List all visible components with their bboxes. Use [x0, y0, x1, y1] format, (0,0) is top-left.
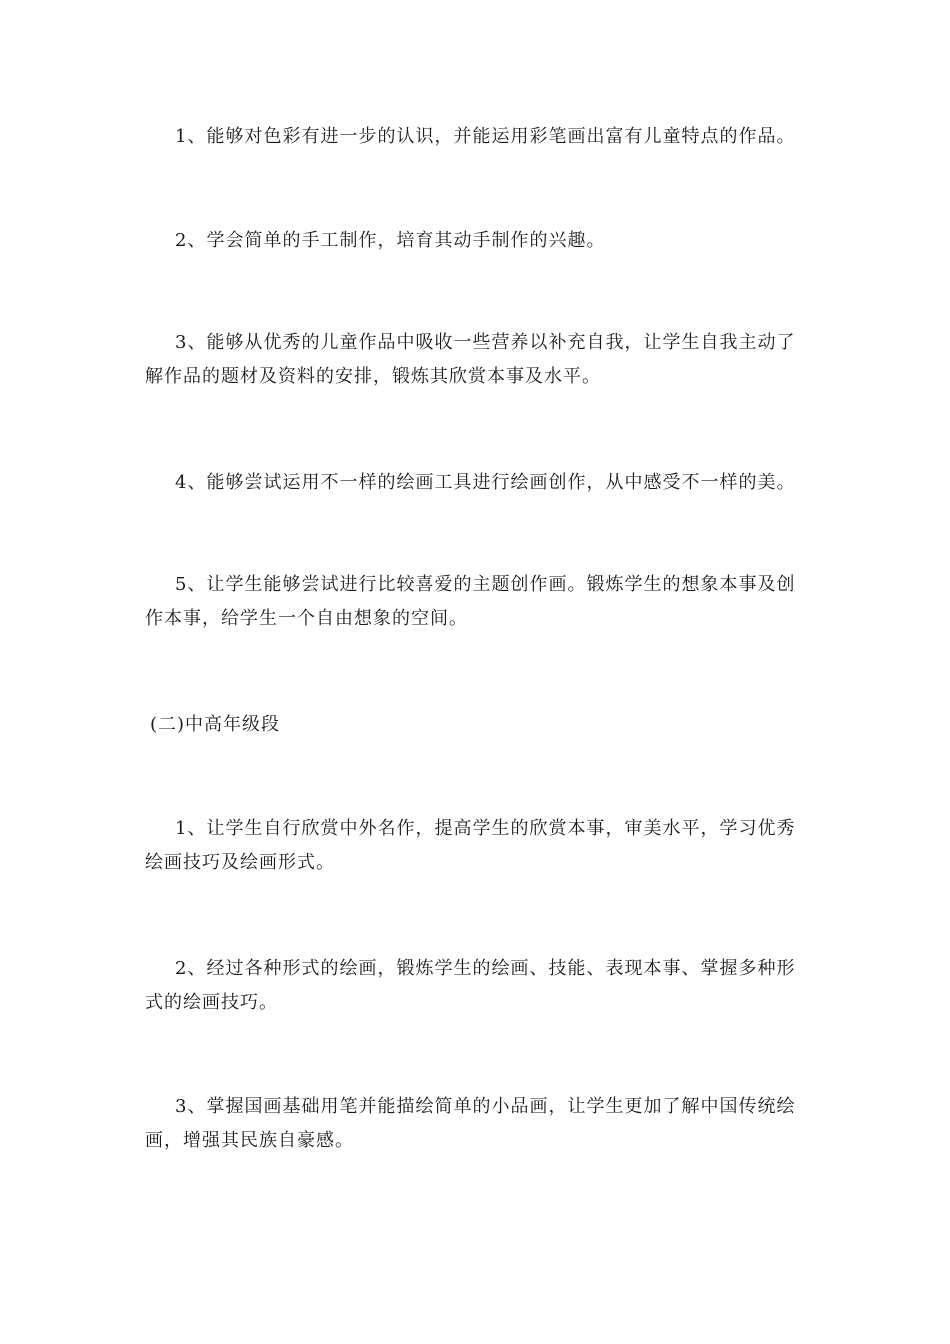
paragraph-item-2: 2、学会简单的手工制作，培育其动手制作的兴趣。: [175, 230, 606, 251]
paragraph-item-7: 2、经过各种形式的绘画，锻炼学生的绘画、技能、表现本事、掌握多种形式的绘画技巧。: [145, 958, 796, 1013]
paragraph-item-8: 3、掌握国画基础用笔并能描绘简单的小品画，让学生更加了解中国传统绘画，增强其民族自豪感。: [145, 1096, 796, 1151]
section-heading: (二)中高年级段: [150, 714, 281, 735]
paragraph-item-3: 3、能够从优秀的儿童作品中吸收一些营养以补充自我，让学生自我主动了解作品的题材及资料的安排，锻炼其欣赏本事及水平。: [145, 332, 796, 387]
paragraph-item-1: 1、能够对色彩有进一步的认识，并能运用彩笔画出富有儿童特点的作品。: [175, 126, 796, 147]
paragraph-item-6: 1、让学生自行欣赏中外名作，提高学生的欣赏本事，审美水平，学习优秀绘画技巧及绘画形式。: [145, 818, 796, 873]
paragraph-item-4: 4、能够尝试运用不一样的绘画工具进行绘画创作，从中感受不一样的美。: [175, 472, 796, 493]
paragraph-item-5: 5、让学生能够尝试进行比较喜爱的主题创作画。锻炼学生的想象本事及创作本事，给学生一个自由想象的空间。: [145, 574, 796, 629]
